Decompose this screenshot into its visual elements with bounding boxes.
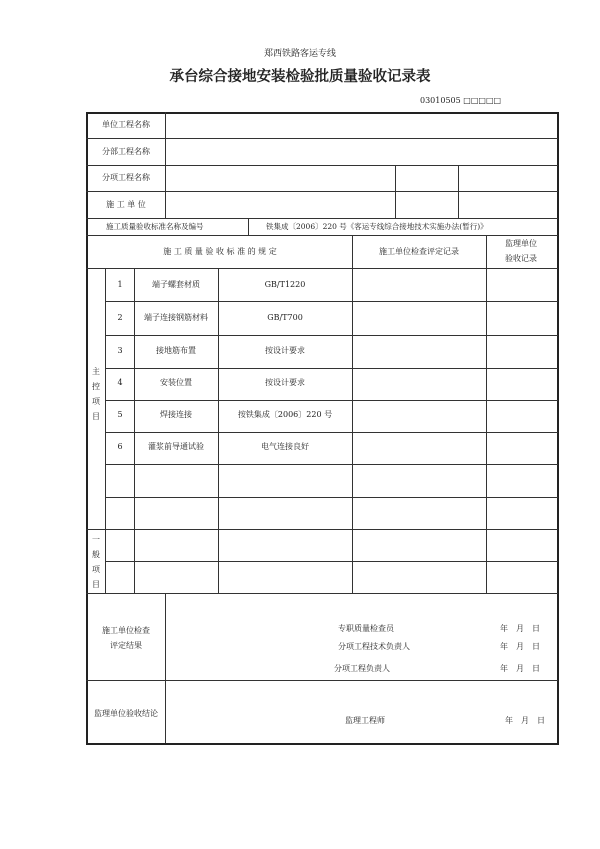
supervising-engineer-label: 监理工程师 (345, 716, 385, 725)
date-label: 年 月 日 (505, 716, 545, 725)
form-code (420, 97, 501, 105)
row-item: 接地筋布置 (156, 346, 196, 355)
spec-header: 施 工 质 量 验 收 标 准 的 规 定 (163, 247, 277, 256)
date-label: 年 月 日 (500, 624, 540, 633)
row-item: 安装位置 (160, 378, 192, 387)
contractor-check-label-line2: 评定结果 (110, 641, 142, 650)
standard-label: 施工质量验收标准名称及编号 (106, 222, 204, 231)
main-control-label: 主控项目 (92, 367, 100, 421)
row-item: 端子螺套材质 (152, 280, 200, 289)
project-lead-label: 分项工程负责人 (334, 664, 390, 673)
row-number: 4 (117, 378, 123, 387)
tech-lead-label: 分项工程技术负责人 (338, 642, 410, 651)
date-label: 年 月 日 (500, 642, 540, 651)
row-spec: GB/T700 (267, 313, 303, 322)
date-label: 年 月 日 (500, 664, 540, 673)
row-number: 5 (117, 410, 123, 419)
row-number: 2 (117, 313, 123, 322)
form-code-number: 03010505 (420, 96, 461, 105)
row-spec: 按设计要求 (265, 346, 305, 355)
contractor-record-header: 施工单位检查评定记录 (379, 247, 459, 256)
row-item: 端子连接钢筋材料 (144, 313, 208, 322)
quality-inspector-label: 专职质量检查员 (338, 624, 394, 633)
item-project-label: 分项工程名称 (102, 173, 150, 182)
contractor-check-label-line1: 施工单位检查 (102, 626, 150, 635)
form-code-boxes: □□□□□ (463, 96, 502, 105)
project-line: 郑西铁路客运专线 (263, 49, 337, 59)
contractor-label: 施 工 单 位 (106, 200, 146, 209)
row-spec: 按设计要求 (265, 378, 305, 387)
row-spec: GB/T1220 (264, 280, 306, 289)
supervisor-conclusion-label: 监理单位验收结论 (94, 709, 158, 718)
row-item: 灌浆前导通试验 (148, 442, 204, 451)
row-spec: 按铁集成〔2006〕220 号 (237, 410, 333, 419)
page-title: 承台综合接地安装检验批质量验收记录表 (169, 68, 431, 85)
sub-project-label: 分部工程名称 (102, 147, 150, 156)
standard-value: 铁集成〔2006〕220 号《客运专线综合接地技术实施办法(暂行)》 (266, 222, 488, 231)
supervisor-header-line1: 监理单位 (505, 239, 537, 248)
general-items-label: 一般项目 (92, 535, 100, 589)
row-number: 1 (117, 280, 123, 289)
unit-project-label: 单位工程名称 (102, 120, 150, 129)
row-number: 3 (117, 346, 123, 355)
row-item: 焊接连接 (160, 410, 192, 419)
supervisor-header-line2: 验收记录 (505, 254, 537, 263)
row-spec: 电气连接良好 (261, 442, 309, 451)
row-number: 6 (117, 442, 123, 451)
